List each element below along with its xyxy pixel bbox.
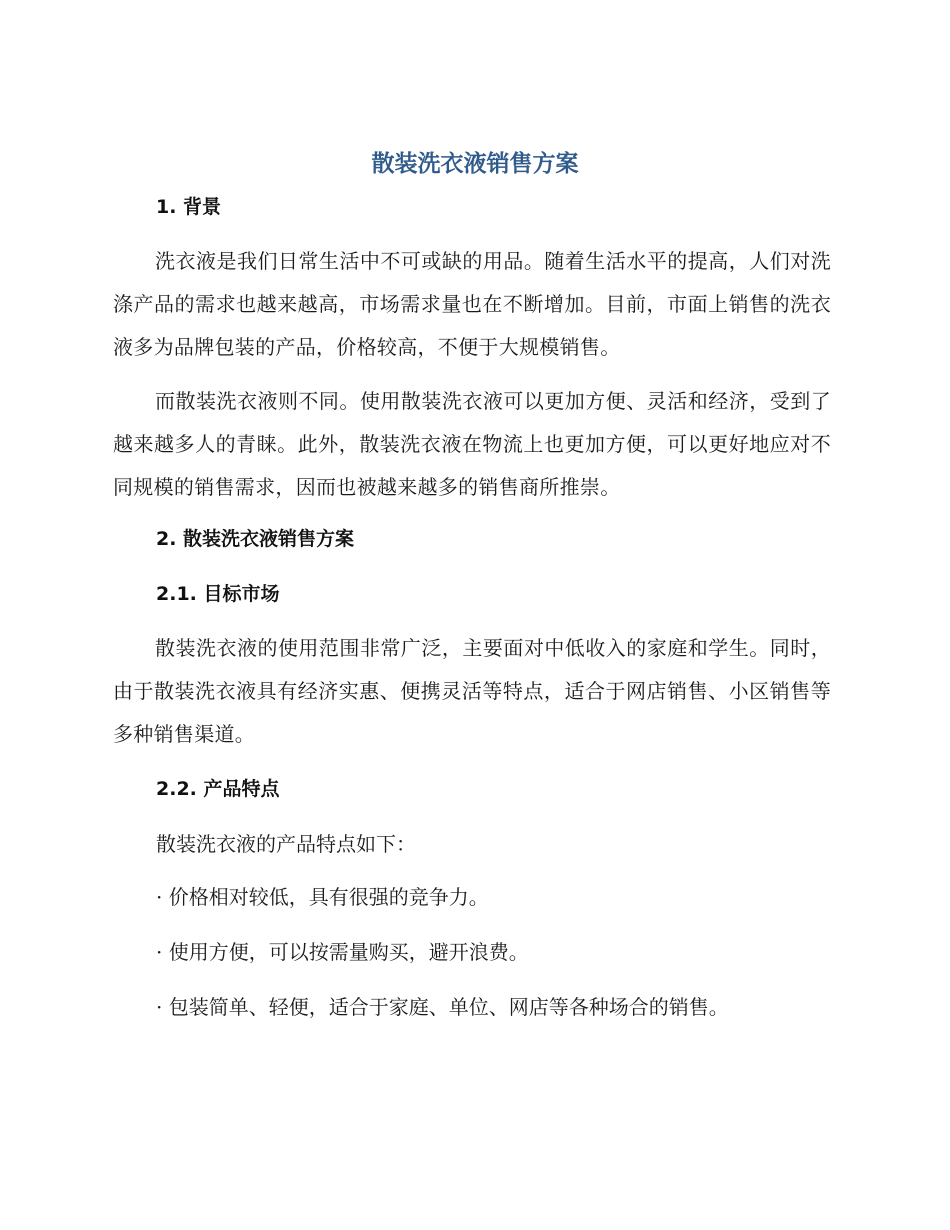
heading-target-market: 2.1. 目标市场 [156, 583, 280, 605]
paragraph-target-market: 散装洗衣液的使用范围非常广泛，主要面对中低收入的家庭和学生。同时，由于散装洗衣液具有经济实惠、便携灵活等特点，适合于网店销售、小区销售等多种销售渠道。 [113, 636, 831, 746]
heading-sales-plan: 2. 散装洗衣液销售方案 [156, 528, 355, 550]
paragraph-background-2: 而散装洗衣液则不同。使用散装洗衣液可以更加方便、灵活和经济，受到了越来越多人的青睐。此外，散装洗衣液在物流上也更加方便，可以更好地应对不同规模的销售需求，因而也被越来越多的销售商所推崇。 [113, 389, 831, 499]
feature-bullet-3: · 包装简单、轻便，适合于家庭、单位、网店等各种场合的销售。 [156, 995, 729, 1019]
features-intro: 散装洗衣液的产品特点如下： [156, 832, 416, 856]
document-title: 散装洗衣液销售方案 [371, 151, 579, 177]
feature-bullet-2: · 使用方便，可以按需量购买，避开浪费。 [156, 940, 529, 964]
heading-background: 1. 背景 [156, 196, 222, 218]
paragraph-background-1: 洗衣液是我们日常生活中不可或缺的用品。随着生活水平的提高，人们对洗涤产品的需求也越来越高，市场需求量也在不断增加。目前，市面上销售的洗衣液多为品牌包装的产品，价格较高，不便于大规模销售。 [113, 249, 831, 359]
heading-product-features: 2.2. 产品特点 [156, 778, 280, 800]
feature-bullet-1: · 价格相对较低，具有很强的竞争力。 [156, 885, 489, 909]
